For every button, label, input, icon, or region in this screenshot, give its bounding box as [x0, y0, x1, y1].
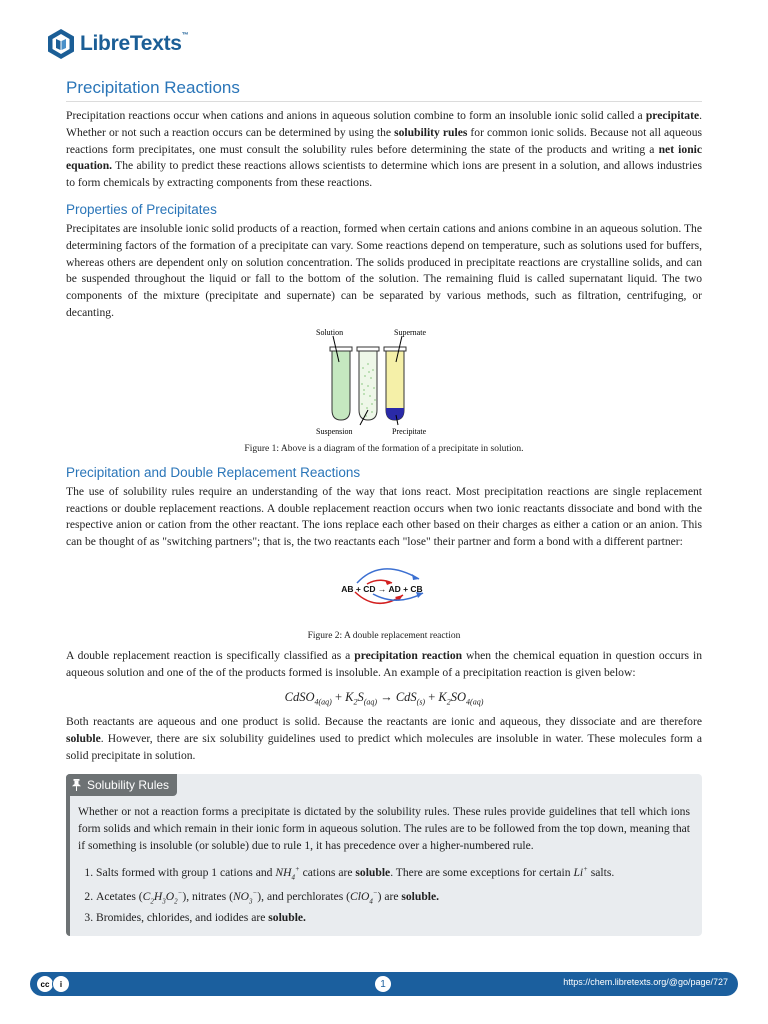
- list-item: 3. Bromides, chlorides, and iodides are soluble.: [96, 910, 690, 926]
- label-suspension: Suspension: [316, 426, 353, 436]
- list-item: 2. Acetates $(C_2H_3O_2^-)$, nitrates $(NO_3^-)$, and perchlorates (ClO$_4$−) are soluble.: [96, 885, 690, 909]
- solubility-rules-header: Solubility Rules: [66, 774, 177, 796]
- solubility-rules-intro: Whether or not a reaction forms a precipitate is dictated by the solubility rules. These rules provide guidelines that tell which ions form solids and which remain in their ionic form in aqueous solution. The rules are to be followed from the top down, meaning that if something is insoluble (or soluble) due to rule 1, it has precedence over a higher-numbered rule.: [78, 805, 690, 853]
- label-solution: Solution: [316, 327, 344, 337]
- pin-icon: [72, 779, 81, 791]
- page-content: [66, 78, 702, 936]
- properties-heading: Properties of Precipitates: [66, 201, 217, 217]
- test-tubes-diagram: [306, 328, 456, 436]
- figure-2: [66, 563, 702, 642]
- cc-license-badge[interactable]: [36, 975, 70, 993]
- reaction-equation-label: AB + CD → AD + CB: [341, 583, 423, 594]
- reactants-paragraph: Both reactants are aqueous and one product is solid. Because the reactants are ionic and aqueous, they dissociate and are therefore soluble. However, there are six solubility guidelines used to predict which molecules are insoluble in water. These molecules form a solid precipitate in solution.: [66, 715, 702, 762]
- list-item: 1. Salts formed with group 1 cations and $NH_4^+$ cations are soluble. There are some exceptions for certain Li+ salts.: [96, 861, 690, 885]
- logo-wordmark: LibreTexts™: [80, 32, 189, 55]
- attribution-icon: i: [52, 975, 70, 993]
- double-replacement-diagram: [327, 563, 437, 617]
- figure-1: [66, 328, 702, 455]
- double-replacement-paragraph: The use of solubility rules require an understanding of the way that ions react. Most precipitation reactions are single replacement reactions or double replacement reactions. A double replacement reaction occurs when two ionic reactants dissociate and bond with the respective anion or cation from the other reactant. The ions replace each other based on their charges as either a cation or an anion. This can be thought of as "switching partners"; that is, the two reactants each "lose" their partner and form a bond with a different partner:: [66, 484, 702, 549]
- double-replacement-heading: Precipitation and Double Replacement Reactions: [66, 464, 361, 480]
- cc-icon: cc: [36, 975, 54, 993]
- page-title: Precipitation Reactions: [66, 78, 702, 102]
- page-number: 1: [375, 976, 391, 992]
- libretexts-logo-icon: [46, 28, 76, 60]
- solubility-rules-list: [78, 861, 690, 926]
- properties-paragraph: Precipitates are insoluble ionic solid products of a reaction, formed when certain cations and anions combine in an aqueous solution. The determining factors of the formation of a precipitate can vary. Some reactions depend on temperature, such as solutions used for buffers, whereas others are dependent only on solution concentration. The solids produced in precipitate reactions are crystalline solids, and can be suspended throughout the liquid or fall to the bottom of the solution. The remaining fluid is called supernatant liquid. The two components of the mixture (precipitate and supernate) can be separated by various methods, such as filtration, centrifuging, or decanting.: [66, 221, 702, 319]
- box-accent-bar: [66, 774, 70, 935]
- page-url-link[interactable]: https://chem.libretexts.org/@go/page/727: [563, 977, 728, 987]
- solubility-rules-box: [66, 774, 702, 935]
- intro-paragraph: Precipitation reactions occur when cations and anions in aqueous solution combine to form an insoluble ionic solid called a precipitate. Whether or not such a reaction occurs can be determined by using the solubility rules for common ionic solids. Because not all aqueous reactions form precipitates, one must consult the solubility rules before determining the state of the products and writing a net ionic equation. The ability to predict these reactions allows scientists to determine which ions are present in a solution, and allows industries to form chemicals by extracting components from these reactions.: [66, 109, 703, 190]
- label-precipitate: Precipitate: [392, 426, 427, 436]
- label-supernate: Supernate: [394, 327, 426, 337]
- libretexts-logo[interactable]: [46, 26, 188, 62]
- precipitation-equation: CdSO$_{4(aq)}$ + $K_2S_{(aq)} \to CdS_{(s)} + K_2SO_{4(aq)}$: [284, 689, 484, 707]
- solubility-rules-body: [66, 796, 702, 925]
- figure-2-caption: Figure 2: A double replacement reaction: [307, 630, 461, 641]
- classification-paragraph: A double replacement reaction is specifically classified as a precipitation reaction when the chemical equation in question occurs in aqueous solution and one of the of the products formed is insoluble. An example of a precipitation reaction is given below:: [66, 648, 703, 679]
- figure-1-caption: Figure 1: Above is a diagram of the formation of a precipitate in solution.: [244, 443, 524, 454]
- page-footer: [30, 972, 738, 996]
